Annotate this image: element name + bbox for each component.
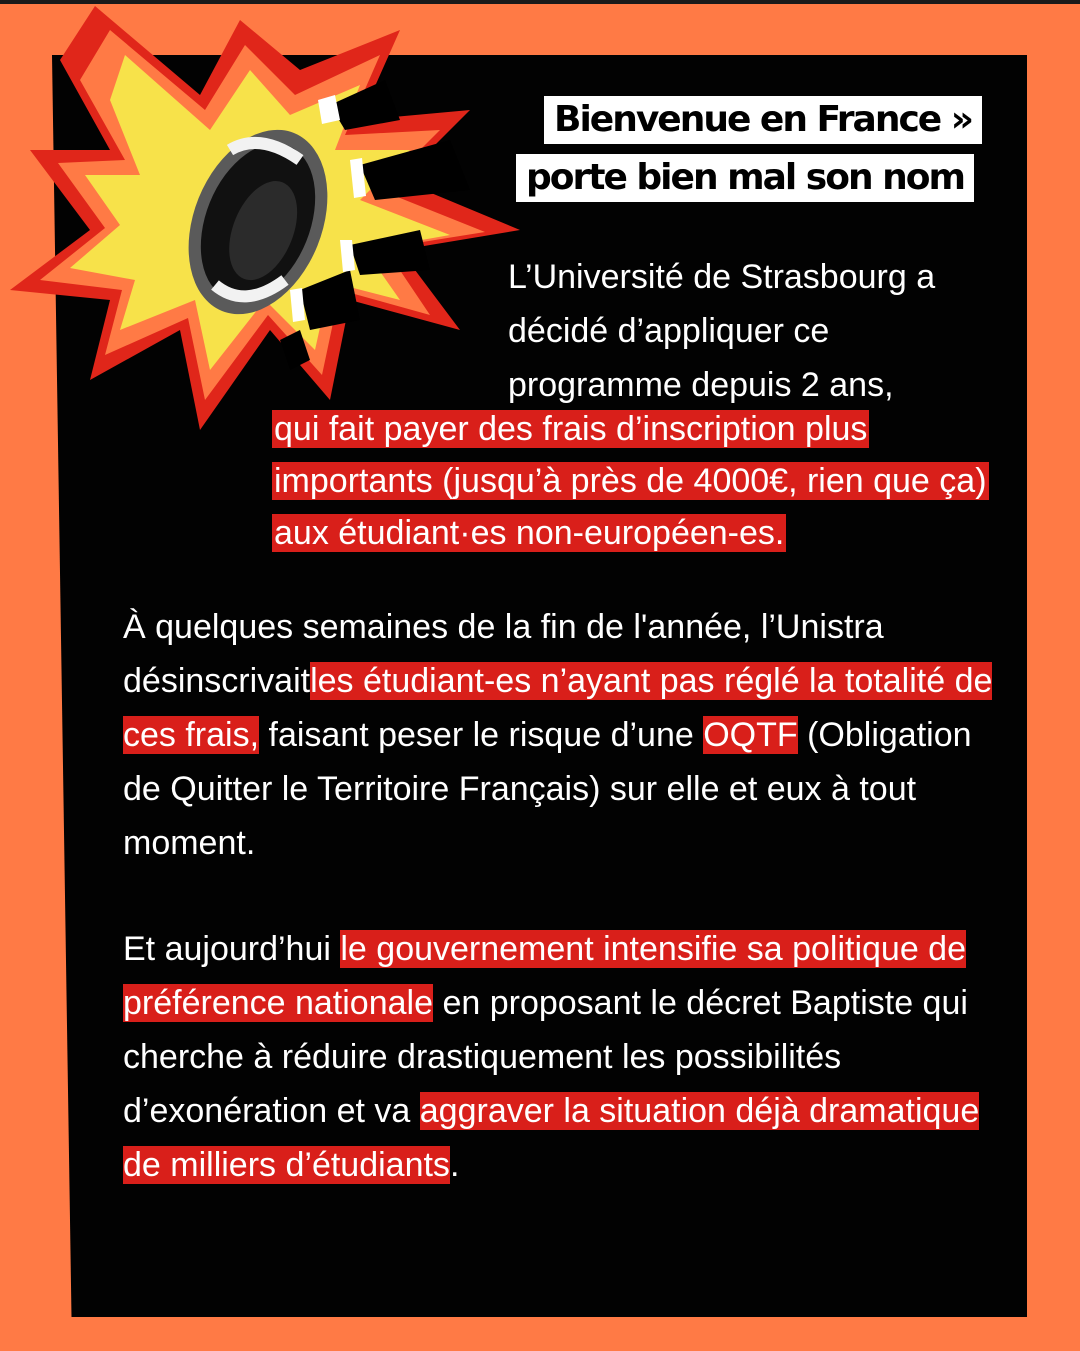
intro-highlight — [272, 403, 1012, 559]
p2-text-1: À quelques semaines de la fin de l'année, l’Unistra désinscrivait — [123, 608, 884, 700]
p3-text-2: en proposant le décret Baptiste qui cherche à réduire drastiquement les possibilités d’exonération et va — [123, 984, 968, 1130]
paragraph-2 — [123, 600, 1003, 870]
p3-highlight-2: aggraver la situation déjà dramatique de milliers d’étudiants — [123, 1092, 980, 1184]
p3-text-1: Et aujourd’hui — [123, 930, 341, 968]
p3-highlight-1: le gouvernement intensifie sa politique de préférence nationale — [123, 930, 967, 1022]
page-title — [526, 96, 982, 202]
intro-highlight-text: qui fait payer des frais d’inscription plus importants (jusqu’à près de 4000€, rien que ça) aux étudiant·es non-européen-es. — [274, 410, 987, 552]
p3-text-3: . — [449, 1146, 460, 1184]
intro-text: L’Université de Strasbourg a décidé d’appliquer ce programme depuis 2 ans, — [508, 258, 936, 404]
title-line-1: Bienvenue en France » — [544, 96, 982, 144]
p2-text-2: faisant peser le risque d’une — [259, 716, 704, 754]
p2-text-3: (Obligation de Quitter le Territoire Français) sur elle et eux à tout moment. — [123, 716, 972, 862]
p2-highlight-1: les étudiant-es n’ayant pas réglé la totalité de ces frais, — [123, 662, 993, 754]
paragraph-3 — [123, 922, 1003, 1192]
explosion-burst-icon — [0, 0, 560, 470]
title-line-2: porte bien mal son nom — [516, 154, 974, 202]
p2-highlight-2: OQTF — [703, 716, 798, 754]
